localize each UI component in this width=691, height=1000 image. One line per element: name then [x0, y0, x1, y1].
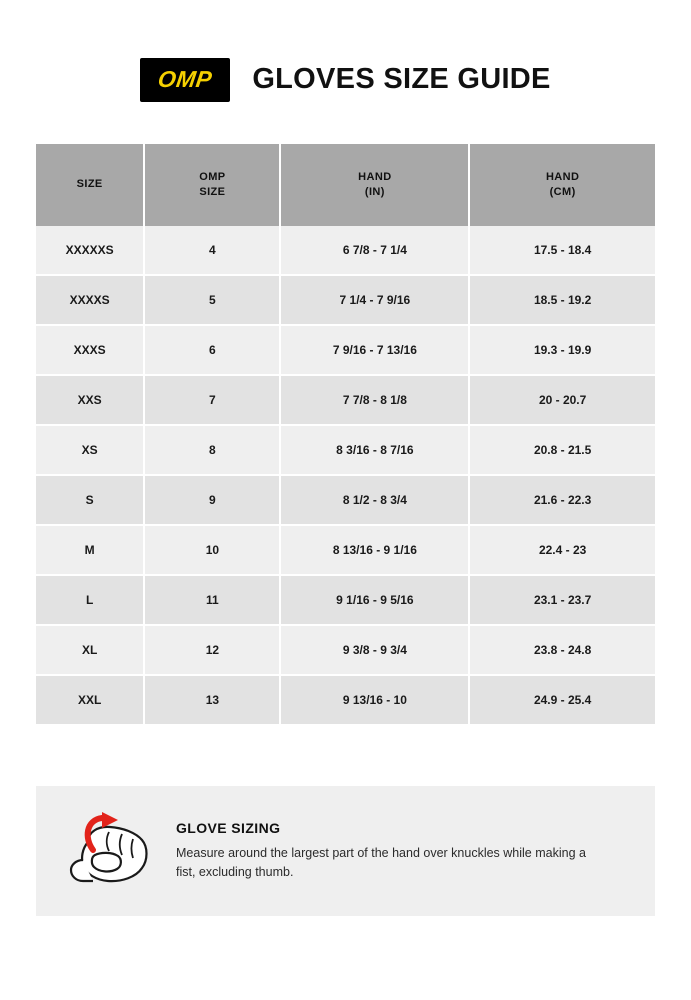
table-row [36, 226, 655, 275]
table-header [36, 144, 655, 226]
column-header-omp-size [144, 144, 280, 226]
column-header-hand-in [280, 144, 469, 226]
cell-size: XXL [36, 675, 144, 725]
table-row [36, 525, 655, 575]
column-header-omp-size-line2: SIZE [199, 185, 226, 198]
cell-size: XXXXS [36, 275, 144, 325]
cell-hand-cm: 22.4 - 23 [469, 525, 655, 575]
cell-hand-in: 7 1/4 - 7 9/16 [280, 275, 469, 325]
cell-hand-in: 7 9/16 - 7 13/16 [280, 325, 469, 375]
column-header-omp-size-line1: OMP [199, 171, 226, 183]
cell-hand-in: 7 7/8 - 8 1/8 [280, 375, 469, 425]
note-title: GLOVE SIZING [176, 820, 281, 837]
cell-hand-cm: 18.5 - 19.2 [469, 275, 655, 325]
cell-hand-in: 9 3/8 - 9 3/4 [280, 625, 469, 675]
cell-hand-in: 8 1/2 - 8 3/4 [280, 475, 469, 525]
table-row [36, 475, 655, 525]
page-header [36, 44, 655, 116]
table-row [36, 375, 655, 425]
cell-hand-cm: 24.9 - 25.4 [469, 675, 655, 725]
note-body: Measure around the largest part of the hand over knuckles while making a fist, excluding thumb. [176, 846, 586, 879]
cell-size: L [36, 575, 144, 625]
cell-omp-size: 9 [144, 475, 280, 525]
cell-omp-size: 11 [144, 575, 280, 625]
cell-size: S [36, 475, 144, 525]
column-header-hand-in-line2: (IN) [364, 185, 385, 198]
table-row [36, 625, 655, 675]
size-table [36, 144, 655, 726]
cell-omp-size: 8 [144, 425, 280, 475]
cell-hand-in: 6 7/8 - 7 1/4 [280, 226, 469, 275]
cell-size: XXXXXS [36, 226, 144, 275]
cell-hand-cm: 23.8 - 24.8 [469, 625, 655, 675]
cell-hand-cm: 20.8 - 21.5 [469, 425, 655, 475]
cell-hand-cm: 20 - 20.7 [469, 375, 655, 425]
omp-logo [140, 58, 230, 102]
column-header-size [36, 144, 144, 226]
cell-omp-size: 7 [144, 375, 280, 425]
cell-omp-size: 13 [144, 675, 280, 725]
table-row [36, 275, 655, 325]
cell-hand-in: 8 3/16 - 8 7/16 [280, 425, 469, 475]
table-header-row [36, 144, 655, 226]
cell-omp-size: 12 [144, 625, 280, 675]
cell-size: XL [36, 625, 144, 675]
cell-hand-cm: 23.1 - 23.7 [469, 575, 655, 625]
column-header-hand-cm [469, 144, 655, 226]
table-row [36, 425, 655, 475]
fist-measure-icon [62, 808, 158, 894]
column-header-hand-in-line1: HAND [358, 171, 392, 183]
cell-size: XXXS [36, 325, 144, 375]
cell-hand-in: 8 13/16 - 9 1/16 [280, 525, 469, 575]
column-header-hand-cm-line2: (CM) [549, 185, 576, 198]
cell-omp-size: 4 [144, 226, 280, 275]
table-body [36, 226, 655, 725]
cell-hand-in: 9 13/16 - 10 [280, 675, 469, 725]
cell-omp-size: 6 [144, 325, 280, 375]
cell-size: M [36, 525, 144, 575]
page-title: GLOVES SIZE GUIDE [252, 63, 551, 96]
column-header-size-label: SIZE [76, 178, 103, 191]
table-row [36, 575, 655, 625]
cell-omp-size: 5 [144, 275, 280, 325]
omp-logo-text: OMP [156, 66, 215, 93]
cell-hand-cm: 19.3 - 19.9 [469, 325, 655, 375]
cell-hand-in: 9 1/16 - 9 5/16 [280, 575, 469, 625]
cell-size: XXS [36, 375, 144, 425]
cell-omp-size: 10 [144, 525, 280, 575]
cell-hand-cm: 21.6 - 22.3 [469, 475, 655, 525]
cell-hand-cm: 17.5 - 18.4 [469, 226, 655, 275]
table-row [36, 325, 655, 375]
column-header-hand-cm-line1: HAND [545, 171, 580, 183]
glove-sizing-text [176, 820, 629, 882]
cell-size: XS [36, 425, 144, 475]
table-row [36, 675, 655, 725]
glove-sizing-note [36, 786, 655, 916]
